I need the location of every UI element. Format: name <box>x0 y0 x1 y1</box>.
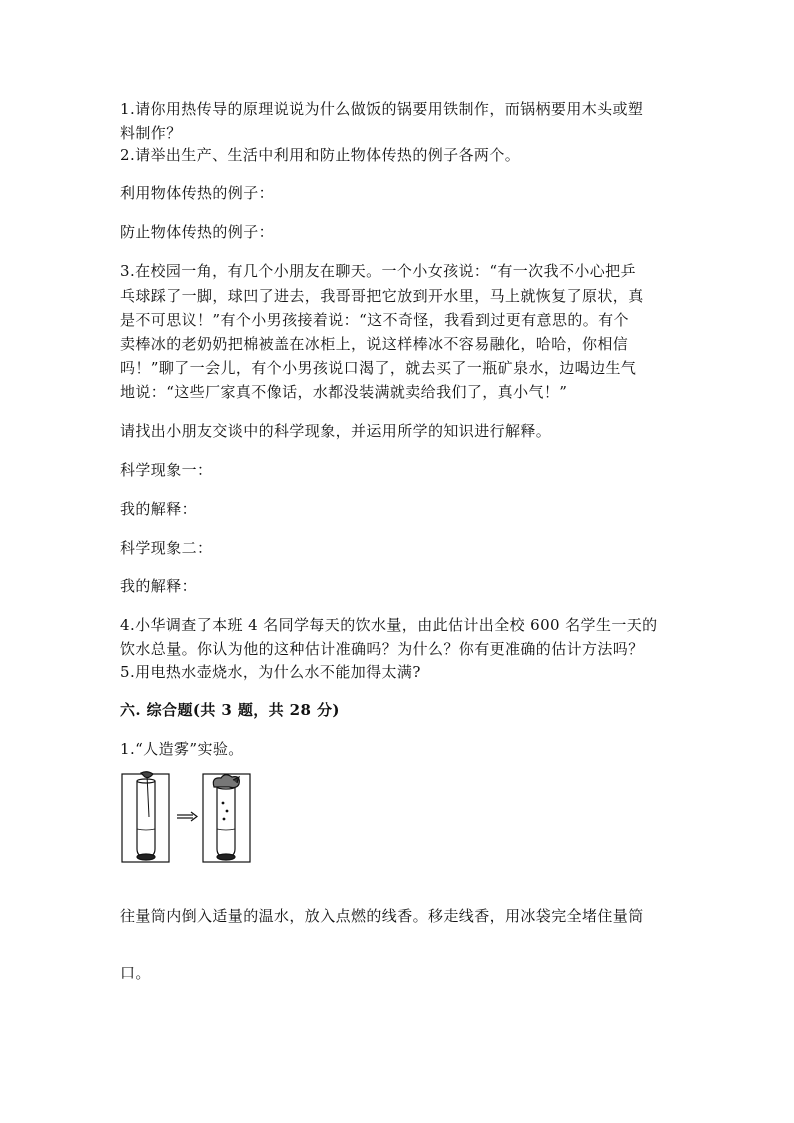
q3-line4: 卖棒冰的老奶奶把棉被盖在冰柜上，说这样棒冰不容易融化，哈哈，你相信 <box>120 335 629 353</box>
q2-prevent-label: 防止物体传热的例子： <box>120 223 275 241</box>
q3-instruction: 请找出小朋友交谈中的科学现象，并运用所学的知识进行解释。 <box>120 422 552 440</box>
section6-desc-line2: 口。 <box>120 964 151 982</box>
q3-line2: 乓球踩了一脚，球凹了进去，我哥哥把它放到开水里，马上就恢复了原状，真 <box>120 287 644 305</box>
q1-line1: 1.请你用热传导的原理说说为什么做饭的锅要用铁制作，而锅柄要用木头或塑 <box>120 100 644 118</box>
q3-phenomenon2-label: 科学现象二： <box>120 539 213 557</box>
q3-line1: 3.在校园一角，有几个小朋友在聊天。一个小女孩说：“有一次我不小心把乒 <box>120 262 636 280</box>
section6-desc-line1: 往量筒内倒入适量的温水，放入点燃的线香。移走线香，用冰袋完全堵住量筒 <box>120 907 644 925</box>
section6-item1-title: 1.“人造雾”实验。 <box>120 740 244 758</box>
q1-line2: 料制作？ <box>120 124 182 142</box>
q3-line3: 是不可思议！”有个小男孩接着说：“这不奇怪，我看到过更有意思的。有个 <box>120 311 629 329</box>
q2-use-label: 利用物体传热的例子： <box>120 184 275 202</box>
q2-question: 2.请举出生产、生活中利用和防止物体传热的例子各两个。 <box>120 146 521 164</box>
fog-experiment-drawing <box>121 771 255 865</box>
fog-experiment-cylinder-illustration <box>121 771 255 865</box>
q3-line6: 地说：“这些厂家真不像话，水都没装满就卖给我们了，真小气！” <box>120 383 568 401</box>
q4-line2: 饮水总量。你认为他的这种估计准确吗？为什么？你有更准确的估计方法吗？ <box>120 640 644 658</box>
section6-heading: 六. 综合题(共 3 题，共 28 分) <box>120 701 340 719</box>
q3-line5: 吗！”聊了一会儿，有个小男孩说口渴了，就去买了一瓶矿泉水，边喝边生气 <box>120 359 637 377</box>
q3-phenomenon1-label: 科学现象一： <box>120 461 213 479</box>
q3-explain1-label: 我的解释： <box>120 500 198 518</box>
q5-question: 5.用电热水壶烧水，为什么水不能加得太满? <box>120 663 421 681</box>
q3-explain2-label: 我的解释： <box>120 577 198 595</box>
q4-line1: 4.小华调查了本班 4 名同学每天的饮水量，由此估计出全校 600 名学生一天的 <box>120 616 658 634</box>
